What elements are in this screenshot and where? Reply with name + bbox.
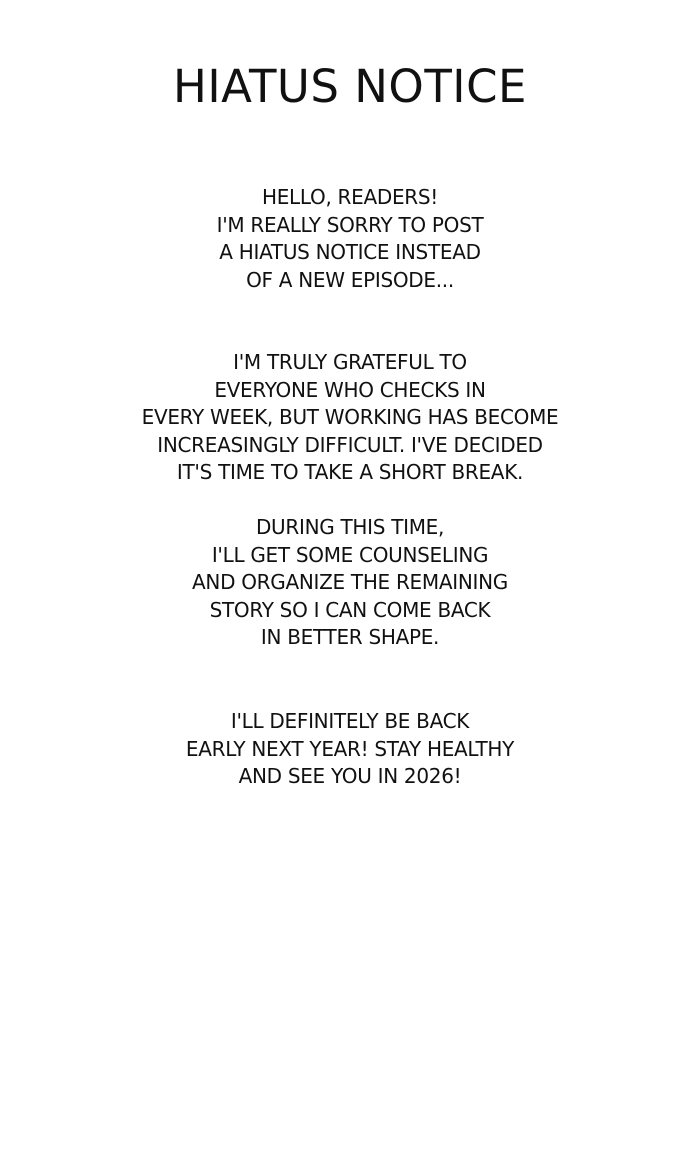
notice-line: IT'S TIME TO TAKE A SHORT BREAK. — [176, 460, 524, 485]
notice-line: AND SEE YOU IN 2026! — [238, 764, 462, 789]
notice-line: I'M TRULY GRATEFUL TO — [233, 350, 467, 374]
notice-title: HIATUS NOTICE — [173, 60, 527, 113]
notice-line: A HIATUS NOTICE INSTEAD — [219, 240, 481, 265]
notice-line: DURING THIS TIME, — [255, 515, 445, 539]
notice-line: INCREASINGLY DIFFICULT. I'VE DECIDED — [157, 432, 543, 457]
notice-paragraph-return — [0, 708, 700, 791]
notice-line: OF A NEW EPISODE... — [246, 267, 454, 292]
notice-line: I'LL DEFINITELY BE BACK — [230, 709, 470, 733]
notice-line: EARLY NEXT YEAR! STAY HEALTHY — [185, 736, 515, 761]
notice-line: EVERYONE WHO CHECKS IN — [214, 377, 486, 402]
notice-line: STORY SO I CAN COME BACK — [209, 597, 491, 622]
notice-line: HELLO, READERS! — [261, 185, 439, 209]
notice-line: EVERY WEEK, BUT WORKING HAS BECOME — [141, 405, 559, 430]
notice-paragraph-plans — [0, 514, 700, 652]
notice-line: I'M REALLY SORRY TO POST — [216, 212, 484, 237]
notice-line: AND ORGANIZE THE REMAINING — [192, 570, 508, 595]
notice-line: I'LL GET SOME COUNSELING — [211, 542, 489, 567]
notice-paragraph-greeting — [0, 184, 700, 294]
notice-paragraph-reason — [0, 349, 700, 487]
notice-line: IN BETTER SHAPE. — [260, 625, 440, 650]
